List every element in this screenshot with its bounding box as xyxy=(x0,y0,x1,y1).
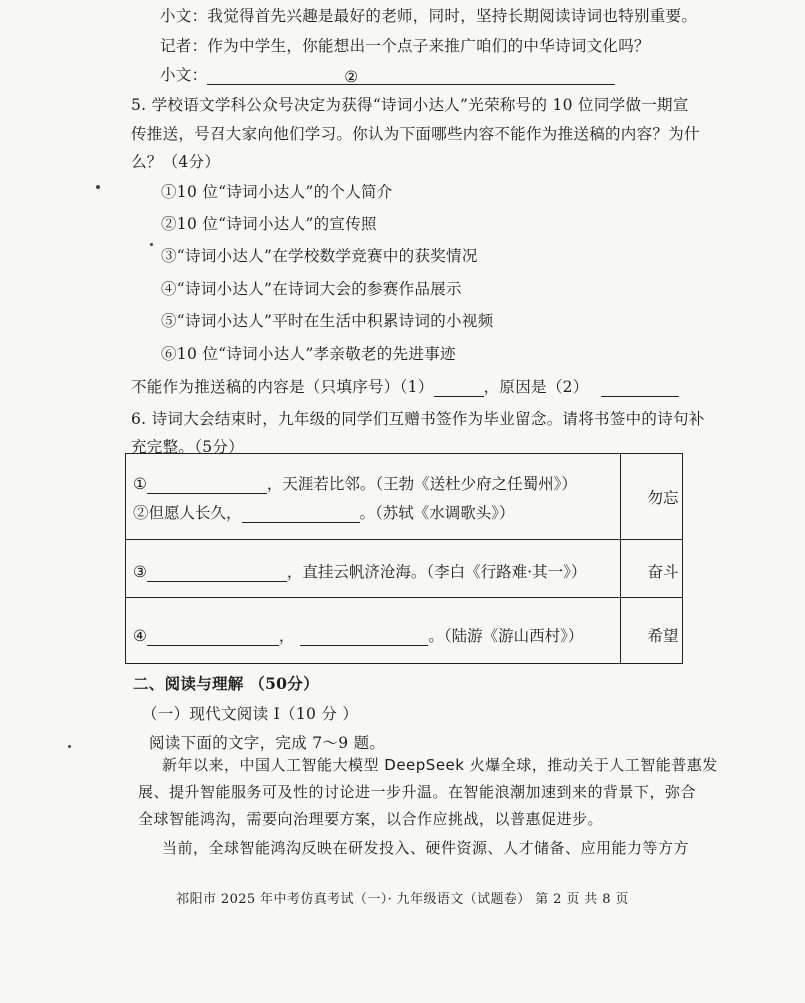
row3-sep: ， xyxy=(278,627,295,645)
scan-speck xyxy=(68,745,71,748)
section-2-subtitle: （一）现代文阅读 I（10 分 ） xyxy=(142,705,359,723)
row3-num: ④ xyxy=(133,627,147,645)
row1-text-b: 。（苏轼《水调歌头》） xyxy=(359,504,515,522)
section-2-title: 二、阅读与理解 （50分） xyxy=(133,674,319,693)
passage-para-1-line-1: 新年以来，中国人工智能大模型 DeepSeek 火爆全球，推动关于人工智能普惠发 xyxy=(162,756,718,774)
bookmark-tag-3: 希望 xyxy=(647,627,679,645)
table-row-3-line-1 xyxy=(133,624,583,646)
poem-blank-5[interactable] xyxy=(300,629,428,646)
q5-option-5: ⑤“诗词小达人”平时在生活中积累诗词的小视频 xyxy=(161,312,494,330)
q5-answer-line xyxy=(131,375,679,397)
dialogue-line-1: 小文：我觉得首先兴趣是最好的老师，同时，坚持长期阅读诗词也特别重要。 xyxy=(160,7,698,25)
row2-text: ，直挂云帆济沧海。（李白《行路难·其一》） xyxy=(286,563,587,581)
q5-stem-line-1: 5. 学校语文学科公众号决定为获得“诗词小达人”光荣称号的 10 位同学做一期宣 xyxy=(131,96,689,114)
q5-option-4: ④“诗词小达人”在诗词大会的参赛作品展示 xyxy=(161,280,462,298)
bookmark-tag-1: 勿忘 xyxy=(647,489,679,507)
q5-option-2: ②10 位“诗词小达人”的宣传照 xyxy=(161,215,377,233)
table-column-divider xyxy=(620,454,621,663)
q5-option-1: ①10 位“诗词小达人”的个人简介 xyxy=(161,183,393,201)
poem-blank-3[interactable] xyxy=(147,565,287,582)
table-row-divider-2 xyxy=(126,597,682,598)
passage-para-1-line-2: 展、提升智能服务可及性的讨论进一步升温。在智能浪潮加速到来的背景下，弥合 xyxy=(138,783,697,801)
poem-blank-2[interactable] xyxy=(242,506,360,523)
answer-blank-2[interactable] xyxy=(207,68,615,85)
dialogue-line-3 xyxy=(160,63,615,85)
answer-blank-2-number: ② xyxy=(344,68,359,86)
poem-blank-1[interactable] xyxy=(147,477,267,494)
q5-answer-blank-1[interactable] xyxy=(434,380,484,397)
scan-speck xyxy=(96,185,100,189)
reading-instruction: 阅读下面的文字，完成 7～9 题。 xyxy=(149,734,386,752)
row1-num-a: ① xyxy=(133,475,147,493)
q6-stem-line-1: 6. 诗词大会结束时，九年级的同学们互赠书签作为毕业留念。请将书签中的诗句补 xyxy=(131,410,705,428)
q5-answer-prompt-2: ，原因是（2） xyxy=(483,378,589,396)
scan-speck xyxy=(150,243,153,246)
row2-num: ③ xyxy=(133,563,147,581)
bookmark-table xyxy=(125,453,683,664)
row1-text-a: ，天涯若比邻。（王勃《送杜少府之任蜀州》） xyxy=(266,475,577,493)
poem-blank-4[interactable] xyxy=(147,629,279,646)
bookmark-tag-2: 奋斗 xyxy=(647,563,679,581)
q5-answer-blank-2[interactable] xyxy=(601,380,679,397)
dialogue-line-3-label: 小文： xyxy=(160,66,208,84)
row1-text-b-prefix: ②但愿人长久， xyxy=(133,504,242,522)
table-row-1-line-2 xyxy=(133,501,515,523)
table-row-2-line-1 xyxy=(133,560,586,582)
table-row-divider-1 xyxy=(126,539,682,540)
page-footer: 祁阳市 2025 年中考仿真考试（一）· 九年级语文（试题卷） 第 2 页 共 8 页 xyxy=(176,892,629,907)
q5-option-6: ⑥10 位“诗词小达人”孝亲敬老的先进事迹 xyxy=(161,345,456,363)
q6-stem-line-2: 充完整。（5分） xyxy=(131,438,245,456)
row3-text: 。（陆游《游山西村》） xyxy=(428,627,584,645)
table-row-1-line-1 xyxy=(133,472,577,494)
dialogue-line-2: 记者：作为中学生，你能想出一个点子来推广咱们的中华诗词文化吗？ xyxy=(160,37,650,55)
q5-answer-prompt-1: 不能作为推送稿的内容是（只填序号）（1） xyxy=(131,378,434,396)
passage-para-1-line-3: 全球智能鸿沟，需要向治理要方案，以合作应挑战，以普惠促进步。 xyxy=(138,810,604,828)
q5-stem-line-2: 传推送，号召大家向他们学习。你认为下面哪些内容不能作为推送稿的内容？为什 xyxy=(131,125,700,143)
q5-option-3: ③“诗词小达人”在学校数学竞赛中的获奖情况 xyxy=(161,247,478,265)
q5-stem-line-3: 么？（4分） xyxy=(131,153,221,171)
passage-para-2-line-1: 当前，全球智能鸿沟反映在研发投入、硬件资源、人才储备、应用能力等方方 xyxy=(162,839,690,857)
